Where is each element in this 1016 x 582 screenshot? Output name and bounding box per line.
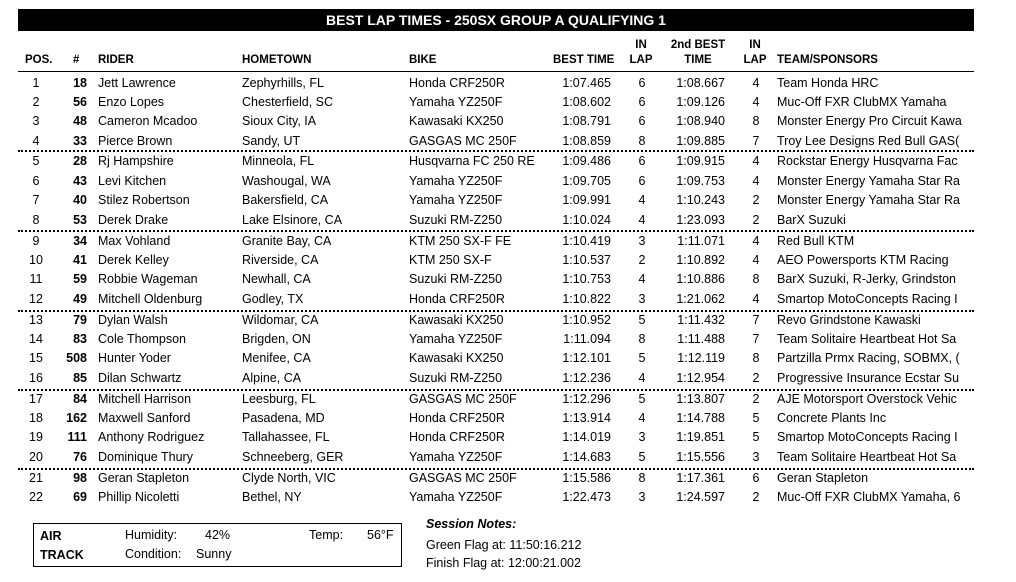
- cell-hometown: Clyde North, VIC: [242, 471, 336, 485]
- cell-team: Team Honda HRC: [777, 76, 879, 90]
- cell-hometown: Minneola, FL: [242, 154, 315, 168]
- cell-number: 34: [73, 234, 87, 248]
- cell-best-time: 1:10.024: [562, 213, 611, 227]
- cell-team: Revo Grindstone Kawaski: [777, 313, 921, 327]
- cell-in-lap: 5: [638, 351, 646, 365]
- cell-in-lap-2: 3: [752, 450, 760, 464]
- cell-rider: Robbie Wageman: [98, 272, 198, 286]
- cell-rider: Cole Thompson: [98, 332, 187, 346]
- cell-in-lap: 8: [638, 332, 646, 346]
- cell-pos: 7: [32, 193, 40, 207]
- cell-bike: KTM 250 SX-F: [409, 253, 492, 267]
- cell-best-time: 1:10.822: [562, 292, 611, 306]
- cell-in-lap-2: 2: [752, 490, 760, 504]
- cell-second-best: 1:10.886: [676, 272, 725, 286]
- cell-team: AEO Powersports KTM Racing: [777, 253, 949, 267]
- cell-second-best: 1:15.556: [676, 450, 725, 464]
- cell-bike: Yamaha YZ250F: [409, 193, 503, 207]
- header-divider: [18, 71, 974, 72]
- cell-second-best: 1:11.488: [677, 332, 725, 346]
- table-row: [0, 488, 1016, 507]
- cell-best-time: 1:10.753: [562, 272, 611, 286]
- cell-best-time: 1:09.486: [562, 154, 611, 168]
- header-number: #: [73, 54, 80, 66]
- cell-in-lap-2: 4: [752, 174, 760, 188]
- cell-bike: Honda CRF250R: [409, 76, 505, 90]
- cell-number: 49: [73, 292, 87, 306]
- cell-hometown: Bethel, NY: [242, 490, 302, 504]
- cell-team: Monster Energy Yamaha Star Ra: [777, 193, 960, 207]
- cell-number: 40: [73, 193, 87, 207]
- cell-in-lap: 3: [638, 490, 646, 504]
- cell-second-best: 1:09.915: [676, 154, 725, 168]
- header-pos: POS.: [25, 54, 53, 66]
- cell-in-lap-2: 4: [752, 292, 760, 306]
- cell-in-lap: 4: [638, 193, 646, 207]
- cell-rider: Dilan Schwartz: [98, 371, 182, 385]
- cell-number: 111: [67, 430, 87, 444]
- cell-in-lap: 5: [638, 450, 646, 464]
- cell-in-lap-2: 4: [752, 253, 760, 267]
- cell-rider: Derek Kelley: [98, 253, 169, 267]
- cell-in-lap-2: 2: [752, 213, 760, 227]
- cell-rider: Rj Hampshire: [98, 154, 174, 168]
- cell-best-time: 1:09.705: [562, 174, 611, 188]
- cell-hometown: Granite Bay, CA: [242, 234, 332, 248]
- header-in-lap2-top: IN: [749, 39, 761, 51]
- cell-hometown: Riverside, CA: [242, 253, 319, 267]
- track-label: TRACK: [40, 548, 84, 562]
- cell-rider: Levi Kitchen: [98, 174, 167, 188]
- temp-label: Temp:: [309, 528, 344, 542]
- cell-pos: 1: [32, 76, 40, 90]
- cell-pos: 11: [29, 272, 43, 286]
- header-in-lap-bottom: LAP: [629, 54, 653, 66]
- cell-in-lap-2: 2: [752, 371, 760, 385]
- cell-number: 33: [73, 134, 87, 148]
- page-title: BEST LAP TIMES - 250SX GROUP A QUALIFYING 1: [18, 9, 974, 31]
- table-row: [0, 93, 1016, 112]
- header-in-lap2-bottom: LAP: [743, 54, 767, 66]
- cell-bike: Yamaha YZ250F: [409, 450, 503, 464]
- cell-number: 76: [73, 450, 87, 464]
- humidity-value: 42%: [205, 528, 231, 542]
- cell-in-lap: 8: [638, 134, 646, 148]
- condition-value: Sunny: [196, 547, 232, 561]
- cell-number: 79: [73, 313, 87, 327]
- cell-in-lap-2: 2: [752, 392, 760, 406]
- cell-in-lap-2: 5: [752, 411, 760, 425]
- cell-hometown: Wildomar, CA: [242, 313, 319, 327]
- cell-second-best: 1:11.432: [677, 313, 725, 327]
- cell-rider: Dominique Thury: [98, 450, 193, 464]
- cell-bike: KTM 250 SX-F FE: [409, 234, 512, 248]
- cell-in-lap: 8: [638, 471, 646, 485]
- temp-value: 56°F: [367, 528, 394, 542]
- cell-pos: 18: [29, 411, 43, 425]
- cell-best-time: 1:22.473: [562, 490, 611, 504]
- cell-hometown: Leesburg, FL: [242, 392, 316, 406]
- cell-bike: Yamaha YZ250F: [409, 490, 503, 504]
- cell-in-lap-2: 4: [752, 95, 760, 109]
- table-row: [0, 409, 1016, 428]
- cell-second-best: 1:13.807: [676, 392, 725, 406]
- cell-team: Team Solitaire Heartbeat Hot Sa: [777, 332, 957, 346]
- cell-bike: Honda CRF250R: [409, 292, 505, 306]
- cell-second-best: 1:09.126: [676, 95, 725, 109]
- cell-rider: Enzo Lopes: [98, 95, 165, 109]
- green-flag-time: Green Flag at: 11:50:16.212: [426, 538, 582, 552]
- cell-bike: Suzuki RM-Z250: [409, 371, 503, 385]
- humidity-label: Humidity:: [125, 528, 178, 542]
- cell-second-best: 1:12.954: [676, 371, 725, 385]
- cell-number: 56: [73, 95, 87, 109]
- cell-best-time: 1:10.952: [562, 313, 611, 327]
- cell-team: Red Bull KTM: [777, 234, 855, 248]
- cell-hometown: Lake Elsinore, CA: [242, 213, 343, 227]
- cell-number: 43: [73, 174, 87, 188]
- cell-bike: Husqvarna FC 250 RE: [409, 154, 535, 168]
- cell-number: 48: [73, 114, 87, 128]
- cell-second-best: 1:24.597: [676, 490, 725, 504]
- cell-pos: 16: [29, 371, 43, 385]
- cell-best-time: 1:09.991: [562, 193, 611, 207]
- cell-bike: Honda CRF250R: [409, 430, 505, 444]
- table-row: [0, 211, 1016, 230]
- table-row: [0, 191, 1016, 210]
- cell-team: Team Solitaire Heartbeat Hot Sa: [777, 450, 957, 464]
- table-row: [0, 311, 1016, 330]
- table-row: [0, 330, 1016, 349]
- cell-second-best: 1:23.093: [676, 213, 725, 227]
- cell-hometown: Newhall, CA: [242, 272, 311, 286]
- cell-team: Troy Lee Designs Red Bull GAS(: [777, 134, 960, 148]
- cell-pos: 5: [32, 154, 40, 168]
- cell-best-time: 1:07.465: [562, 76, 611, 90]
- cell-bike: Kawasaki KX250: [409, 351, 504, 365]
- table-row: [0, 172, 1016, 191]
- cell-number: 508: [66, 351, 87, 365]
- cell-team: Concrete Plants Inc: [777, 411, 887, 425]
- group-separator: [18, 468, 974, 470]
- cell-rider: Dylan Walsh: [98, 313, 168, 327]
- cell-hometown: Sandy, UT: [242, 134, 301, 148]
- cell-team: AJE Motorsport Overstock Vehic: [777, 392, 957, 406]
- cell-second-best: 1:09.885: [676, 134, 725, 148]
- cell-best-time: 1:08.859: [562, 134, 611, 148]
- cell-rider: Hunter Yoder: [98, 351, 171, 365]
- cell-bike: Kawasaki KX250: [409, 114, 504, 128]
- cell-in-lap-2: 7: [752, 313, 760, 327]
- header-team: TEAM/SPONSORS: [777, 54, 878, 66]
- group-separator: [18, 310, 974, 312]
- table-row: [0, 390, 1016, 409]
- cell-second-best: 1:08.940: [676, 114, 725, 128]
- cell-hometown: Chesterfield, SC: [242, 95, 334, 109]
- cell-hometown: Bakersfield, CA: [242, 193, 329, 207]
- cell-pos: 15: [29, 351, 43, 365]
- table-row: [0, 251, 1016, 270]
- header-in-lap-top: IN: [635, 39, 647, 51]
- cell-in-lap: 3: [638, 430, 646, 444]
- cell-in-lap: 3: [638, 292, 646, 306]
- cell-hometown: Sioux City, IA: [242, 114, 317, 128]
- cell-pos: 21: [29, 471, 43, 485]
- table-row: [0, 349, 1016, 368]
- cell-in-lap-2: 7: [752, 332, 760, 346]
- cell-in-lap-2: 4: [752, 76, 760, 90]
- cell-hometown: Zephyrhills, FL: [242, 76, 324, 90]
- cell-best-time: 1:14.683: [562, 450, 611, 464]
- cell-in-lap-2: 8: [752, 114, 760, 128]
- session-notes-title: Session Notes:: [426, 517, 517, 531]
- cell-in-lap: 6: [638, 95, 646, 109]
- cell-rider: Anthony Rodriguez: [98, 430, 205, 444]
- cell-second-best: 1:21.062: [676, 292, 725, 306]
- cell-rider: Jett Lawrence: [98, 76, 176, 90]
- table-row: [0, 290, 1016, 309]
- header-bike: BIKE: [409, 54, 437, 66]
- header-rider: RIDER: [98, 54, 134, 66]
- cell-second-best: 1:12.119: [677, 351, 725, 365]
- table-row: [0, 270, 1016, 289]
- cell-in-lap: 5: [638, 392, 646, 406]
- cell-pos: 12: [29, 292, 43, 306]
- cell-in-lap: 3: [638, 234, 646, 248]
- cell-team: Progressive Insurance Ecstar Su: [777, 371, 960, 385]
- cell-pos: 22: [29, 490, 43, 504]
- finish-flag-time: Finish Flag at: 12:00:21.002: [426, 556, 581, 570]
- cell-rider: Mitchell Oldenburg: [98, 292, 203, 306]
- cell-best-time: 1:08.602: [562, 95, 611, 109]
- cell-rider: Stilez Robertson: [98, 193, 190, 207]
- cell-in-lap: 6: [638, 76, 646, 90]
- cell-team: Smartop MotoConcepts Racing I: [777, 430, 958, 444]
- header-second-best-top: 2nd BEST: [670, 39, 726, 51]
- cell-pos: 17: [29, 392, 43, 406]
- cell-in-lap-2: 8: [752, 272, 760, 286]
- cell-hometown: Pasadena, MD: [242, 411, 325, 425]
- cell-pos: 6: [32, 174, 40, 188]
- cell-best-time: 1:08.791: [562, 114, 611, 128]
- table-row: [0, 369, 1016, 388]
- cell-pos: 9: [32, 234, 40, 248]
- cell-bike: Yamaha YZ250F: [409, 332, 503, 346]
- cell-second-best: 1:19.851: [676, 430, 725, 444]
- cell-bike: Yamaha YZ250F: [409, 95, 503, 109]
- cell-team: Monster Energy Pro Circuit Kawa: [777, 114, 962, 128]
- cell-best-time: 1:12.236: [562, 371, 611, 385]
- cell-number: 98: [73, 471, 87, 485]
- cell-bike: GASGAS MC 250F: [409, 471, 517, 485]
- cell-pos: 13: [29, 313, 43, 327]
- cell-number: 162: [66, 411, 87, 425]
- cell-rider: Derek Drake: [98, 213, 169, 227]
- cell-hometown: Schneeberg, GER: [242, 450, 344, 464]
- table-row: [0, 112, 1016, 131]
- cell-best-time: 1:12.101: [562, 351, 611, 365]
- cell-pos: 14: [29, 332, 43, 346]
- table-row: [0, 428, 1016, 447]
- cell-best-time: 1:10.419: [562, 234, 611, 248]
- cell-team: BarX Suzuki, R-Jerky, Grindston: [777, 272, 956, 286]
- cell-team: Muc-Off FXR ClubMX Yamaha, 6: [777, 490, 961, 504]
- table-row: [0, 152, 1016, 171]
- cell-number: 85: [73, 371, 87, 385]
- cell-hometown: Alpine, CA: [242, 371, 302, 385]
- cell-pos: 10: [29, 253, 43, 267]
- cell-in-lap: 4: [638, 411, 646, 425]
- group-separator: [18, 150, 974, 152]
- cell-team: Monster Energy Yamaha Star Ra: [777, 174, 960, 188]
- cell-second-best: 1:10.892: [676, 253, 725, 267]
- cell-second-best: 1:09.753: [676, 174, 725, 188]
- cell-in-lap-2: 6: [752, 471, 760, 485]
- cell-team: Rockstar Energy Husqvarna Fac: [777, 154, 958, 168]
- cell-in-lap-2: 2: [752, 193, 760, 207]
- cell-rider: Cameron Mcadoo: [98, 114, 198, 128]
- cell-in-lap: 6: [638, 154, 646, 168]
- cell-in-lap-2: 4: [752, 234, 760, 248]
- cell-team: Partzilla Prmx Racing, SOBMX, (: [777, 351, 960, 365]
- cell-pos: 4: [32, 134, 40, 148]
- cell-in-lap: 6: [638, 114, 646, 128]
- cell-hometown: Tallahassee, FL: [242, 430, 330, 444]
- cell-best-time: 1:10.537: [562, 253, 611, 267]
- cell-best-time: 1:11.094: [563, 332, 611, 346]
- condition-label: Condition:: [125, 547, 182, 561]
- cell-number: 18: [73, 76, 87, 90]
- cell-in-lap-2: 4: [752, 154, 760, 168]
- cell-pos: 2: [32, 95, 40, 109]
- group-separator: [18, 389, 974, 391]
- group-separator: [18, 230, 974, 232]
- cell-number: 28: [73, 154, 87, 168]
- cell-number: 59: [73, 272, 87, 286]
- cell-number: 41: [73, 253, 87, 267]
- cell-hometown: Brigden, ON: [242, 332, 311, 346]
- cell-in-lap: 4: [638, 371, 646, 385]
- cell-second-best: 1:11.071: [677, 234, 725, 248]
- air-label: AIR: [40, 529, 62, 543]
- cell-second-best: 1:17.361: [676, 471, 725, 485]
- cell-second-best: 1:10.243: [676, 193, 725, 207]
- cell-team: Smartop MotoConcepts Racing I: [777, 292, 958, 306]
- cell-number: 84: [73, 392, 87, 406]
- cell-hometown: Menifee, CA: [242, 351, 311, 365]
- cell-second-best: 1:08.667: [676, 76, 725, 90]
- cell-hometown: Washougal, WA: [242, 174, 331, 188]
- cell-number: 83: [73, 332, 87, 346]
- cell-rider: Max Vohland: [98, 234, 171, 248]
- cell-bike: Honda CRF250R: [409, 411, 505, 425]
- cell-in-lap: 6: [638, 174, 646, 188]
- cell-in-lap: 4: [638, 213, 646, 227]
- cell-in-lap: 2: [638, 253, 646, 267]
- header-best-time: BEST TIME: [553, 54, 615, 66]
- cell-hometown: Godley, TX: [242, 292, 304, 306]
- cell-team: Muc-Off FXR ClubMX Yamaha: [777, 95, 947, 109]
- cell-in-lap-2: 7: [752, 134, 760, 148]
- cell-number: 53: [73, 213, 87, 227]
- cell-second-best: 1:14.788: [676, 411, 725, 425]
- cell-rider: Geran Stapleton: [98, 471, 190, 485]
- cell-in-lap-2: 8: [752, 351, 760, 365]
- cell-number: 69: [73, 490, 87, 504]
- cell-best-time: 1:15.586: [562, 471, 611, 485]
- cell-best-time: 1:12.296: [562, 392, 611, 406]
- header-hometown: HOMETOWN: [242, 54, 312, 66]
- header-second-best-bottom: TIME: [684, 54, 712, 66]
- cell-bike: Kawasaki KX250: [409, 313, 504, 327]
- cell-rider: Phillip Nicoletti: [98, 490, 180, 504]
- cell-in-lap-2: 5: [752, 430, 760, 444]
- cell-team: BarX Suzuki: [777, 213, 846, 227]
- cell-in-lap: 5: [638, 313, 646, 327]
- cell-team: Geran Stapleton: [777, 471, 869, 485]
- cell-bike: Yamaha YZ250F: [409, 174, 503, 188]
- cell-bike: Suzuki RM-Z250: [409, 213, 503, 227]
- cell-best-time: 1:13.914: [562, 411, 611, 425]
- table-row: [0, 132, 1016, 151]
- cell-pos: 19: [29, 430, 43, 444]
- table-row: [0, 232, 1016, 251]
- cell-bike: GASGAS MC 250F: [409, 392, 517, 406]
- table-row: [0, 469, 1016, 488]
- cell-rider: Pierce Brown: [98, 134, 173, 148]
- cell-bike: Suzuki RM-Z250: [409, 272, 503, 286]
- table-row: [0, 74, 1016, 93]
- cell-pos: 20: [29, 450, 43, 464]
- cell-in-lap: 4: [638, 272, 646, 286]
- cell-pos: 3: [32, 114, 40, 128]
- cell-rider: Mitchell Harrison: [98, 392, 192, 406]
- cell-bike: GASGAS MC 250F: [409, 134, 517, 148]
- cell-best-time: 1:14.019: [562, 430, 611, 444]
- cell-rider: Maxwell Sanford: [98, 411, 191, 425]
- cell-pos: 8: [32, 213, 40, 227]
- table-row: [0, 448, 1016, 467]
